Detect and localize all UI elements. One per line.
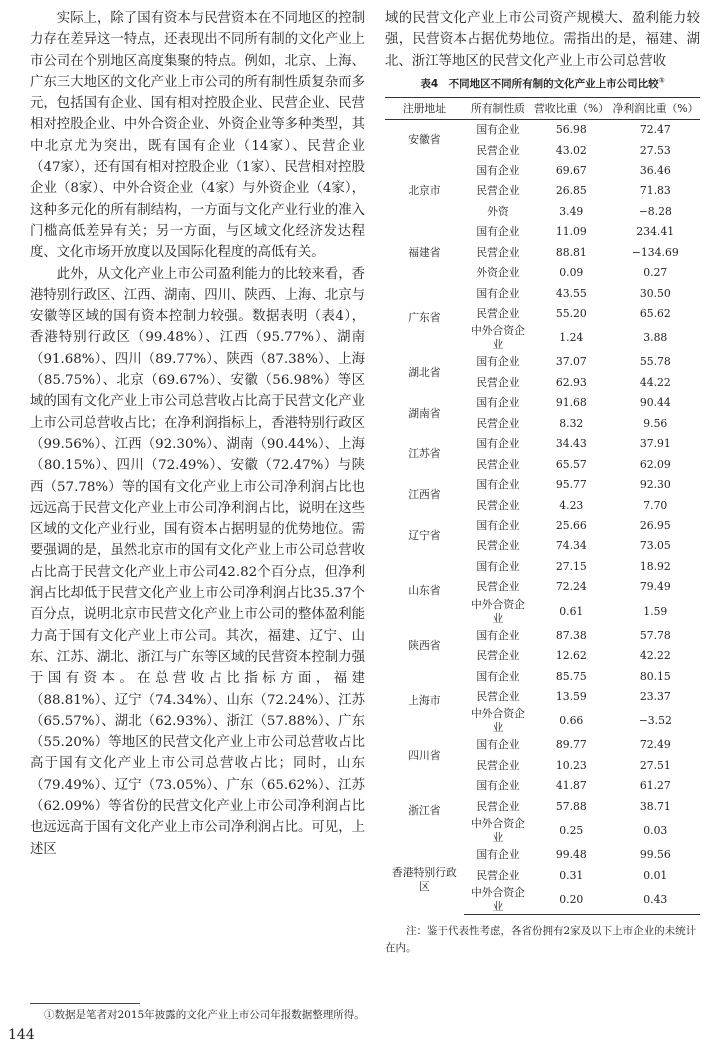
region-cell: 浙江省	[408, 803, 441, 817]
ownership-cell: 民营企业	[476, 498, 520, 512]
table-row	[385, 516, 700, 536]
ownership-cell: 民营企业	[476, 375, 520, 389]
profit-share-cell: 0.01	[643, 868, 668, 882]
revenue-share-cell: 12.62	[555, 649, 587, 663]
profit-share-cell: −134.69	[631, 245, 679, 259]
ownership-cell: 中外合资企业	[470, 324, 525, 352]
profit-share-cell: −3.52	[638, 714, 672, 728]
region-cell: 安徽省	[408, 133, 441, 147]
ownership-cell: 民营企业	[476, 690, 520, 704]
profit-share-cell: 99.56	[639, 848, 671, 862]
body-paragraph-continued: 域的民营文化产业上市公司资产规模大、盈利能力较强，民营资本占据优势地位。需指出的是，福建、湖北、浙江等地区的民营文化产业上市公司总营收	[385, 11, 700, 69]
ownership-cell: 国有企业	[476, 518, 520, 532]
ownership-cell: 国有企业	[476, 163, 520, 177]
revenue-share-cell: 95.77	[555, 478, 587, 492]
profit-share-cell: 23.37	[639, 690, 671, 704]
profit-share-cell: 71.83	[639, 184, 671, 198]
ownership-cell: 国有企业	[476, 628, 520, 642]
table-row	[385, 626, 700, 646]
ownership-cell: 国有企业	[476, 848, 520, 862]
profit-share-cell: 61.27	[639, 779, 671, 793]
ownership-cell: 民营企业	[476, 580, 520, 594]
header-revenue-share: 营收比重（%）	[534, 101, 610, 115]
revenue-share-cell: 11.09	[555, 225, 587, 239]
ownership-cell: 民营企业	[476, 799, 520, 813]
revenue-share-cell: 43.55	[555, 286, 587, 300]
profit-share-cell: 7.70	[643, 498, 668, 512]
revenue-share-cell: 91.68	[555, 396, 587, 410]
ownership-cell: 民营企业	[476, 245, 520, 259]
right-column	[385, 8, 700, 957]
region-cell: 广东省	[408, 310, 441, 324]
region-cell: 四川省	[408, 748, 441, 762]
ownership-cell: 国有企业	[476, 355, 520, 369]
revenue-share-cell: 56.98	[555, 123, 587, 137]
ownership-cell: 民营企业	[476, 758, 520, 772]
region-cell: 湖北省	[408, 365, 441, 379]
ownership-cell: 民营企业	[476, 539, 520, 553]
table-row	[385, 119, 700, 140]
ownership-cell: 民营企业	[476, 143, 520, 157]
header-region: 注册地址	[402, 101, 447, 115]
ownership-cell: 中外合资企业	[470, 597, 525, 625]
revenue-share-cell: 27.15	[555, 559, 587, 573]
table-title-text: 表4 不同地区不同所有制的文化产业上市公司比较	[420, 77, 659, 90]
profit-share-cell: 234.41	[636, 225, 675, 239]
profit-share-cell: 0.43	[611, 886, 700, 915]
table-row	[385, 393, 700, 413]
profit-share-cell: 65.62	[639, 307, 671, 321]
revenue-share-cell: 0.61	[559, 604, 584, 618]
profit-share-cell: 72.49	[639, 738, 671, 752]
region-cell: 福建省	[408, 245, 441, 259]
revenue-share-cell: 0.09	[559, 266, 584, 280]
table-note: 注：鉴于代表性考虑，各省份拥有2家及以下上市企业的未统计在内。	[385, 924, 697, 954]
profit-share-cell: 9.56	[643, 416, 668, 430]
ownership-cell: 民营企业	[476, 307, 520, 321]
table-title-footnote-mark: ①	[658, 76, 665, 85]
table-row	[385, 845, 700, 865]
region-cell: 辽宁省	[408, 529, 441, 543]
footnote: ①数据是笔者对2015年披露的文化产业上市公司年报数据整理所得。	[44, 1009, 365, 1021]
ownership-cell: 国有企业	[476, 123, 520, 137]
region-cell: 江苏省	[408, 447, 441, 461]
ownership-cell: 国有企业	[476, 396, 520, 410]
profit-share-cell: 92.30	[639, 478, 671, 492]
ownership-cell: 外资企业	[476, 266, 520, 280]
revenue-share-cell: 88.81	[555, 245, 587, 259]
revenue-share-cell: 69.67	[555, 163, 587, 177]
left-column	[30, 8, 365, 860]
ownership-cell: 国有企业	[476, 559, 520, 573]
revenue-share-cell: 25.66	[555, 518, 587, 532]
revenue-share-cell: 3.49	[559, 204, 584, 218]
profit-share-cell: −8.28	[638, 204, 672, 218]
ownership-cell: 国有企业	[476, 669, 520, 683]
body-paragraph-2: 此外，从文化产业上市公司盈利能力的比较来看，香港特别行政区、江西、湖南、四川、陕西、上海、北京与安徽等区域的国有资本控制力较强。数据表明（表4），香港特别行政区（99.48%）、江西（95.77%）、湖南（91.68%）、四川（89.77%）、陕西（87.38%）、上海（85.75%）、北京（69.67%）、安徽（56.98%）等区域的国有文化产业上市公司总营收占比高于民营文化产业上市公司总营收占比；在净利润指标上，香港特别行政区（99.56%）、江西（92.30%）、湖南（90.44%）、上海（80.15%）、四川（72.49%）、安徽（72.47%）与陕西（57.78%）等的国有文化产业上市公司净利润占比也远远高于民营文化产业上市公司净利润占比，说明在这些区域的文化产业行业，国有资本占据明显的优势地位。需要强调的是，虽然北京市的国有文化产业上市公司总营收占比高于民营文化产业上市公司42.82个百分点，但净利润占比却低于民营文化产业上市公司净利润占比35.37个百分点，说明北京市民营文化产业上市公司的整体盈利能力高于国有文化产业上市公司。其次，福建、辽宁、山东、江苏、湖北、浙江与广东等区域的民营资本控制力强于国有资本。在总营收占比指标方面，福建（88.81%）、辽宁（74.34%）、山东（72.24%）、江苏（65.57%）、湖北（62.93%）、浙江（57.88%）、广东（55.20%）等地区的民营文化产业上市公司总营收占比高于国有文化产业上市公司总营收占比；同时，山东（79.49%）、辽宁（73.05%）、广东（65.62%）、江苏（62.09%）等省份的民营文化产业上市公司净利润占比也远远高于国有文化产业上市公司净利润占比。可见，上述区	[30, 266, 365, 857]
revenue-share-cell: 34.43	[555, 437, 587, 451]
profit-share-cell: 90.44	[639, 396, 671, 410]
profit-share-cell: 62.09	[639, 457, 671, 471]
footnote-divider	[30, 1003, 140, 1004]
table-row	[385, 776, 700, 796]
profit-share-cell: 38.71	[639, 799, 671, 813]
table-header	[385, 97, 700, 119]
ownership-cell: 中外合资企业	[464, 886, 532, 915]
profit-share-cell: 1.59	[643, 604, 668, 618]
region-cell: 江西省	[408, 488, 441, 502]
table-row	[385, 161, 700, 181]
header-profit-share: 净利润比重（%）	[612, 101, 699, 115]
region-cell: 北京市	[408, 184, 441, 198]
revenue-share-cell: 62.93	[555, 375, 587, 389]
profit-share-cell: 73.05	[639, 539, 671, 553]
table-row	[385, 283, 700, 303]
revenue-share-cell: 65.57	[555, 457, 587, 471]
ownership-cell: 国有企业	[476, 286, 520, 300]
revenue-share-cell: 10.23	[555, 758, 587, 772]
ownership-cell: 民营企业	[476, 416, 520, 430]
ownership-cell: 民营企业	[476, 184, 520, 198]
revenue-share-cell: 8.32	[559, 416, 584, 430]
profit-share-cell: 72.47	[639, 123, 671, 137]
region-cell: 陕西省	[408, 638, 441, 652]
table-row	[385, 222, 700, 242]
revenue-share-cell: 89.77	[555, 738, 587, 752]
table-row	[385, 434, 700, 454]
table-row	[385, 666, 700, 686]
revenue-share-cell: 0.31	[559, 868, 584, 882]
ownership-cell: 国有企业	[476, 225, 520, 239]
revenue-share-cell: 87.38	[555, 628, 587, 642]
ownership-cell: 民营企业	[476, 457, 520, 471]
region-cell: 湖南省	[408, 406, 441, 420]
revenue-share-cell: 41.87	[555, 779, 587, 793]
profit-share-cell: 0.27	[643, 266, 668, 280]
ownership-cell: 中外合资企业	[470, 707, 525, 735]
revenue-share-cell: 4.23	[559, 498, 584, 512]
header-ownership: 所有制性质	[470, 101, 525, 115]
revenue-share-cell: 1.24	[559, 331, 584, 345]
revenue-share-cell: 74.34	[555, 539, 587, 553]
profit-share-cell: 27.53	[639, 143, 671, 157]
revenue-share-cell: 99.48	[555, 848, 587, 862]
table-row	[385, 475, 700, 495]
region-cell: 香港特别行政区	[392, 865, 457, 893]
ownership-cell: 国有企业	[476, 779, 520, 793]
table-body	[385, 119, 700, 914]
table-row	[385, 735, 700, 755]
revenue-share-cell: 57.88	[555, 799, 587, 813]
ownership-cell: 国有企业	[476, 738, 520, 752]
profit-share-cell: 80.15	[639, 669, 671, 683]
revenue-share-cell: 55.20	[555, 307, 587, 321]
revenue-share-cell: 72.24	[555, 580, 587, 594]
profit-share-cell: 37.91	[639, 437, 671, 451]
ownership-cell: 中外合资企业	[470, 817, 525, 845]
ownership-cell: 国有企业	[476, 437, 520, 451]
profit-share-cell: 18.92	[639, 559, 671, 573]
region-cell: 上海市	[408, 693, 441, 707]
body-paragraph-1: 实际上，除了国有资本与民营资本在不同地区的控制力存在差异这一特点，还表现出不同所有制的文化产业上市公司在个别地区高度集聚的特点。例如，北京、上海、广东三大地区的文化产业上市公司的所有制性质复杂而多元，包括国有企业、国有相对控股企业、民营企业、民营相对控股企业、中外合资企业、外资企业等多种类型，其中北京尤为突出，既有国有企业（14家）、民营企业（47家），还有国有相对控股企业（1家）、民营相对控股企业（8家）、中外合资企业（4家）与外资企业（4家），这种多元化的所有制结构，一方面与文化产业行业的准入门槛高低差异有关；另一方面，与区域文化经济发达程度、文化市场开放度以及国际化程度的高低有关。	[30, 11, 365, 261]
profit-share-cell: 27.51	[639, 758, 671, 772]
ownership-cell: 民营企业	[476, 649, 520, 663]
table-row	[385, 557, 700, 577]
profit-share-cell: 26.95	[639, 518, 671, 532]
revenue-share-cell: 26.85	[555, 184, 587, 198]
revenue-share-cell: 13.59	[555, 690, 587, 704]
revenue-share-cell: 43.02	[555, 143, 587, 157]
revenue-share-cell: 0.25	[559, 824, 584, 838]
ownership-cell: 国有企业	[476, 478, 520, 492]
profit-share-cell: 42.22	[639, 649, 671, 663]
profit-share-cell: 55.78	[639, 355, 671, 369]
profit-share-cell: 3.88	[643, 331, 668, 345]
ownership-cell: 民营企业	[476, 868, 520, 882]
page-number: 144	[8, 1027, 35, 1043]
table-row	[385, 352, 700, 372]
profit-share-cell: 30.50	[639, 286, 671, 300]
profit-share-cell: 57.78	[639, 628, 671, 642]
region-cell: 山东省	[408, 584, 441, 598]
profit-share-cell: 0.03	[643, 824, 668, 838]
profit-share-cell: 44.22	[639, 375, 671, 389]
revenue-share-cell: 37.07	[555, 355, 587, 369]
profit-share-cell: 79.49	[639, 580, 671, 594]
table-title	[385, 76, 700, 91]
revenue-share-cell: 0.66	[559, 714, 584, 728]
data-table	[385, 97, 700, 915]
revenue-share-cell: 85.75	[555, 669, 587, 683]
revenue-share-cell: 0.20	[532, 886, 611, 915]
profit-share-cell: 36.46	[639, 163, 671, 177]
ownership-cell: 外资	[487, 204, 509, 218]
